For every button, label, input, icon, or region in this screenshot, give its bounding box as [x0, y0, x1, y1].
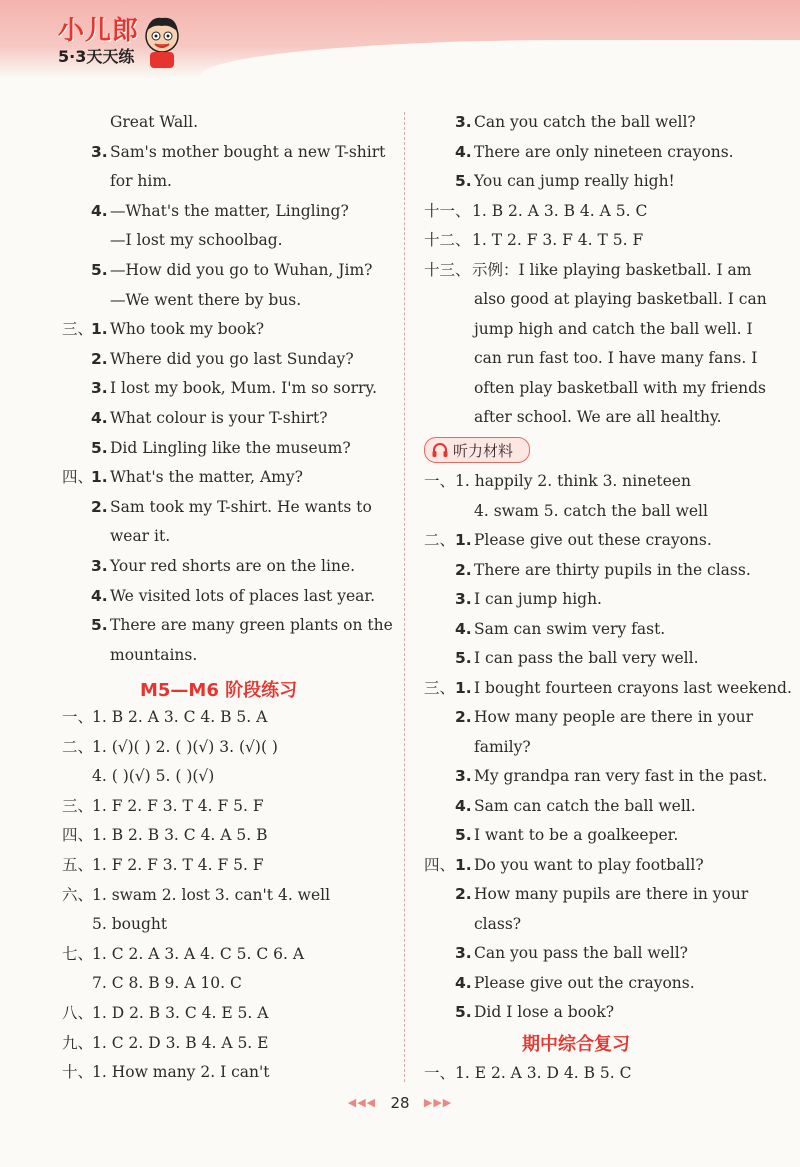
answer-line: 1. B 2. B 3. C 4. A 5. B — [92, 826, 268, 845]
section-number: 三、 — [62, 320, 94, 339]
answer-line: How many pupils are there in your — [474, 885, 749, 903]
item-number: 2. — [91, 497, 108, 516]
section-number: 四、 — [62, 468, 94, 487]
section-number: 七、 — [62, 944, 94, 963]
answer-line: We visited lots of places last year. — [110, 586, 376, 605]
answer-line: 1. F 2. F 3. T 4. F 5. F — [92, 796, 264, 815]
answer-line: I bought fourteen crayons last weekend. — [474, 678, 792, 697]
item-number: 3. — [455, 113, 472, 131]
answer-line: 4. swam 5. catch the ball well — [474, 501, 708, 520]
item-number: 3. — [455, 944, 472, 962]
answer-line: —What's the matter, Lingling? — [110, 201, 349, 220]
answer-line: Who took my book? — [110, 320, 265, 339]
answer-line: I can jump high. — [474, 590, 602, 608]
answer-line: Sam can swim very fast. — [474, 619, 666, 638]
answer-line: Great Wall. — [110, 113, 199, 131]
item-number: 3. — [91, 379, 108, 398]
item-number: 3. — [455, 767, 472, 785]
item-number: 4. — [91, 586, 108, 605]
listening-tag — [424, 437, 530, 463]
answer-line: Please give out these crayons. — [474, 531, 712, 549]
item-number: 5. — [91, 438, 108, 457]
answer-line: 示例：I like playing basketball. I am — [472, 260, 752, 279]
item-number: 3. — [455, 590, 472, 608]
answer-line: after school. We are all healthy. — [474, 408, 722, 426]
item-number: 4. — [455, 619, 472, 638]
answer-line: —We went there by bus. — [110, 290, 302, 309]
answer-line: Sam's mother bought a new T-shirt — [110, 142, 386, 161]
answer-line: Where did you go last Sunday? — [110, 349, 354, 368]
answer-line: 5. bought — [92, 915, 168, 934]
brand-logo: 小儿郎 — [58, 16, 140, 46]
answer-line: Do you want to play football? — [474, 855, 704, 874]
answer-line: Can you pass the ball well? — [474, 944, 688, 962]
answer-line: 1. E 2. A 3. D 4. B 5. C — [455, 1064, 632, 1082]
answer-line: also good at playing basketball. I can — [474, 290, 767, 308]
section-number: 一、 — [424, 1064, 456, 1082]
item-number: 4. — [455, 973, 472, 992]
item-number: 3. — [91, 557, 108, 575]
item-number: 4. — [455, 142, 472, 161]
answer-line: Can you catch the ball well? — [474, 113, 696, 131]
header-wave — [200, 40, 800, 100]
page-number: 28 — [390, 1094, 410, 1112]
pager-right-arrows: ▶▶▶ — [423, 1096, 453, 1109]
answer-line: 7. C 8. B 9. A 10. C — [92, 974, 242, 993]
answer-line: 1. F 2. F 3. T 4. F 5. F — [92, 856, 264, 874]
item-number: 5. — [455, 1003, 472, 1021]
section-number: 四、 — [62, 826, 94, 845]
item-number: 4. — [91, 409, 108, 427]
answer-line: 1. T 2. F 3. F 4. T 5. F — [472, 231, 644, 249]
section-number: 一、 — [424, 472, 456, 490]
answer-line: Did I lose a book? — [474, 1003, 615, 1021]
item-number: 2. — [91, 349, 108, 368]
answer-line: 1. D 2. B 3. C 4. E 5. A — [92, 1004, 269, 1022]
answer-line: There are only nineteen crayons. — [474, 142, 734, 161]
answer-line: My grandpa ran very fast in the past. — [474, 767, 768, 785]
answer-line: —I lost my schoolbag. — [110, 231, 283, 250]
item-number: 5. — [91, 616, 108, 635]
answer-line: You can jump really high! — [474, 172, 675, 190]
right-section-title: 期中综合复习 — [522, 1034, 630, 1055]
section-number: 九、 — [62, 1033, 94, 1052]
item-number: 5. — [455, 172, 472, 190]
answer-line: What's the matter, Amy? — [110, 468, 303, 487]
section-number: 二、 — [424, 531, 456, 549]
item-number: 1. — [455, 678, 472, 697]
answer-line: 1. B 2. A 3. B 4. A 5. C — [472, 201, 648, 220]
brand-series: 5·3天天练 — [58, 47, 135, 66]
item-number: 4. — [455, 796, 472, 815]
section-number: 八、 — [62, 1004, 94, 1022]
listening-tag-label: 听力材料 — [453, 442, 514, 460]
answer-line: 1. B 2. A 3. C 4. B 5. A — [92, 708, 268, 726]
item-number: 4. — [91, 201, 108, 220]
answer-line: 1. swam 2. lost 3. can't 4. well — [92, 885, 331, 904]
answer-line: 4. ( )(√) 5. ( )(√) — [92, 767, 215, 786]
item-number: 2. — [455, 560, 472, 579]
section-number: 二、 — [62, 737, 94, 756]
answer-line: Sam can catch the ball well. — [474, 796, 696, 815]
item-number: 1. — [91, 320, 108, 339]
answer-line: What colour is your T-shirt? — [110, 409, 328, 427]
answer-line: I lost my book, Mum. I'm so sorry. — [110, 379, 378, 398]
left-section-title: M5—M6 阶段练习 — [140, 680, 298, 701]
pager-left-arrows: ◀◀◀ — [347, 1096, 377, 1109]
item-number: 2. — [455, 708, 472, 726]
page-header — [0, 0, 800, 78]
item-number: 5. — [455, 826, 472, 844]
answer-line: I want to be a goalkeeper. — [474, 826, 679, 844]
section-number: 三、 — [424, 678, 456, 697]
item-number: 5. — [91, 261, 108, 279]
answer-line: Please give out the crayons. — [474, 973, 695, 992]
section-number: 十三、 — [424, 260, 471, 279]
mascot-boy-icon — [140, 14, 184, 70]
answer-line: 1. (√)( ) 2. ( )(√) 3. (√)( ) — [92, 737, 278, 756]
section-number: 四、 — [424, 855, 456, 874]
answer-line: I can pass the ball very well. — [474, 649, 699, 667]
answer-line: Sam took my T-shirt. He wants to — [110, 497, 372, 516]
answer-line: family? — [474, 737, 531, 756]
item-number: 2. — [455, 885, 472, 903]
section-number: 六、 — [62, 885, 94, 904]
answer-line: How many people are there in your — [474, 708, 754, 726]
item-number: 3. — [91, 142, 108, 161]
item-number: 1. — [91, 468, 108, 487]
answer-line: jump high and catch the ball well. I — [474, 319, 753, 338]
column-divider — [404, 112, 405, 1082]
answer-line: Your red shorts are on the line. — [110, 557, 356, 575]
answer-line: 1. C 2. D 3. B 4. A 5. E — [92, 1033, 269, 1052]
answer-line: 1. happily 2. think 3. nineteen — [455, 472, 691, 490]
section-number: 十二、 — [424, 231, 471, 249]
answer-line: —How did you go to Wuhan, Jim? — [110, 261, 373, 279]
section-number: 十一、 — [424, 201, 471, 220]
answer-line: There are thirty pupils in the class. — [474, 560, 751, 579]
section-number: 五、 — [62, 856, 94, 874]
answer-line: class? — [474, 914, 522, 933]
answer-line: mountains. — [110, 645, 198, 664]
item-number: 1. — [455, 531, 472, 549]
answer-line: Did Lingling like the museum? — [110, 438, 351, 457]
section-number: 十、 — [62, 1063, 94, 1082]
item-number: 1. — [455, 855, 472, 874]
section-number: 三、 — [62, 796, 94, 815]
answer-line: for him. — [110, 172, 172, 191]
section-number: 一、 — [62, 708, 94, 726]
page-footer — [0, 1094, 800, 1112]
answer-line: There are many green plants on the — [110, 616, 393, 635]
answer-line: often play basketball with my friends — [474, 378, 766, 397]
answer-line: wear it. — [110, 527, 171, 546]
item-number: 5. — [455, 649, 472, 667]
headphones-icon — [431, 441, 449, 459]
answer-line: can run fast too. I have many fans. I — [474, 349, 758, 367]
answer-line: 1. How many 2. I can't — [92, 1063, 270, 1082]
answer-line: 1. C 2. A 3. A 4. C 5. C 6. A — [92, 944, 305, 963]
